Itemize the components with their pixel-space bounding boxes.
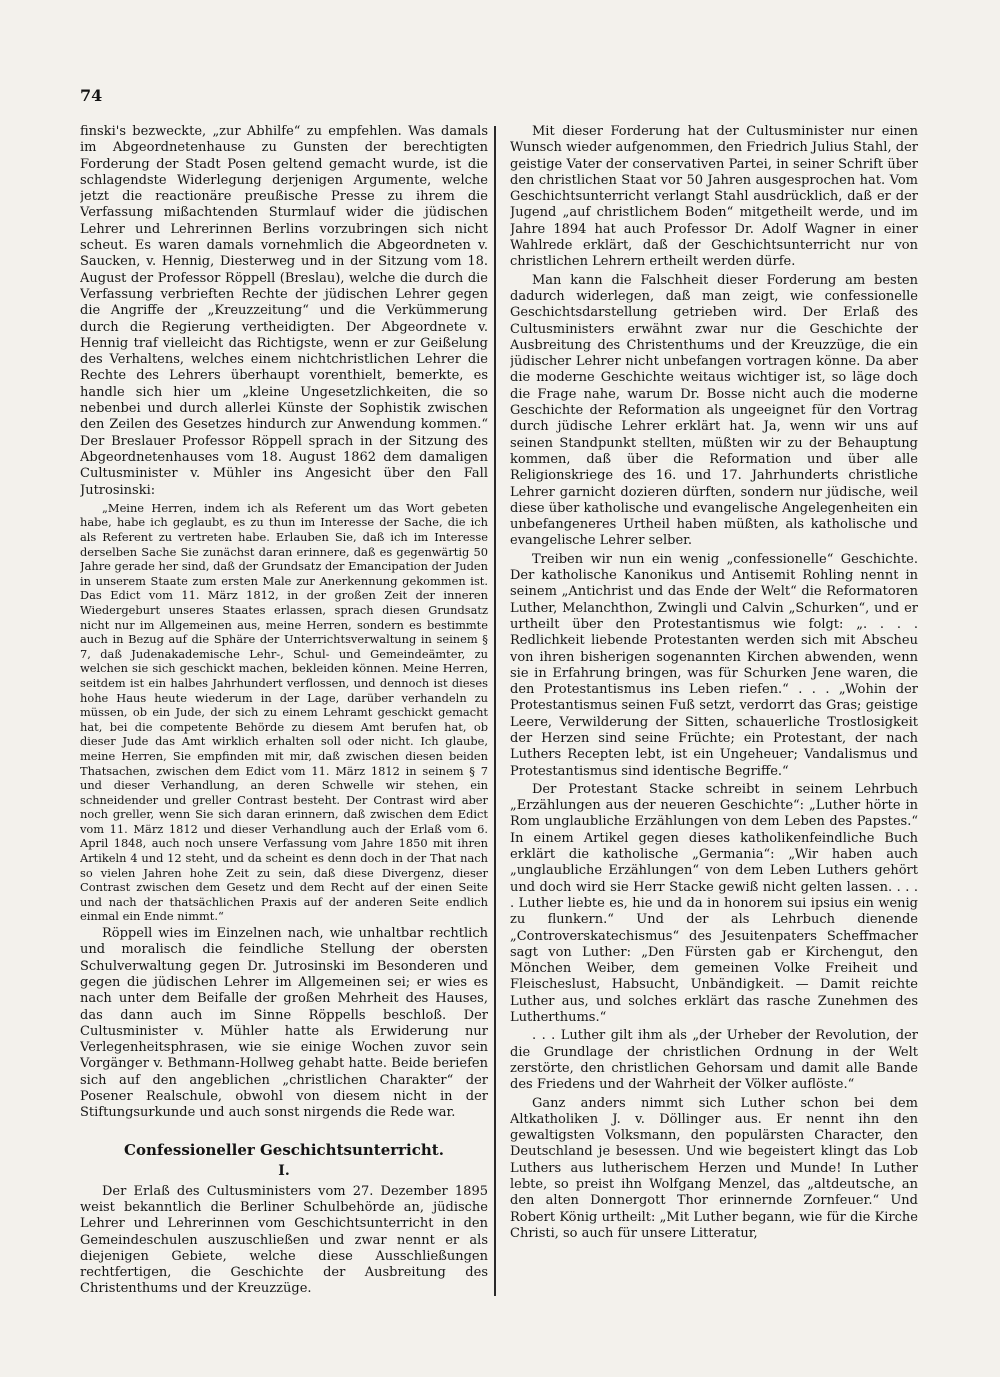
body-paragraph: Ganz anders nimmt sich Luther schon bei dem Altkatholiken J. v. Döllinger aus. Er nennt ihn den gewaltigsten Volksmann, den populärsten Character, den Deutschland je besessen. Und wie begeistert klingt das Lob Luthers aus lutherischem Herzen und Munde! In Luther lebte, so preist ihn Wolfgang Menzel, das „altdeutsche, an den alten Donnergott Thor erinnernde Zornfeuer.“ Und Robert König urtheilt: „Mit Luther begann, wie für die Kirche Christi, so auch für unsere Litteratur, bbox=[510, 1095, 918, 1241]
section-number: I. bbox=[278, 1162, 290, 1179]
body-paragraph: . . . Luther gilt ihm als „der Urheber der Revolution, der die Grundlage der christlichen Ordnung in der Welt zerstörte, den christlichen Gehorsam und damit alle Bande des Friedens und der Wahrheit der Völker auflöste.“ bbox=[510, 1028, 918, 1093]
body-paragraph: Man kann die Falschheit dieser Forderung am besten dadurch widerlegen, daß man zeigt, wie confessionelle Geschichtsdarstellung getrieben wird. Der Erlaß des Cultusministers erwähnt zwar nur die Geschichte der Ausbreitung des Christenthums und der Kreuzzüge, die ein jüdischer Lehrer nicht unbefangen vortragen könne. Da aber die moderne Geschichte weitaus wichtiger ist, so läge doch die Frage nahe, warum Dr. Bosse nicht auch die moderne Geschichte der Reformation als ungeeignet für den Vortrag durch jüdische Lehrer erklärt hat. Ja, wenn wir uns auf seinen Standpunkt stellten, müßten wir zu der Behauptung kommen, daß über die Reformation und über alle Religionskriege des 16. und 17. Jahrhunderts christliche Lehrer garnicht dozieren dürften, sondern nur jüdische, weil diese über katholische und evangelische Angelegenheiten ein unbefangeneres Urtheil haben müßten, als katholische und evangelische Lehrer selber. bbox=[510, 272, 918, 549]
section-heading: Confessioneller Geschichtsunterricht. bbox=[124, 1140, 444, 1159]
body-paragraph: Der Protestant Stacke schreibt in seinem Lehrbuch „Erzählungen aus der neueren Geschichte“: „Luther hörte in Rom unglaubliche Erzählungen von dem Leben des Papstes.“ In einem Artikel gegen dieses katholikenfeindliche Buch erklärt die katholische „Germania“: „Wir haben auch „unglaubliche Erzählungen“ von dem Leben Luthers gehört und doch wird sie Herr Stacke gewiß nicht gelten lassen. . . . . Luther liebte es, hie und da in honorem sui ipsius ein wenig zu flunkern.“ Und der als Lehrbuch dienende „Controverskatechismus“ des Jesuitenpaters Scheffmacher sagt von Luther: „Den Fürsten gab er Kirchengut, den Mönchen Weiber, dem gemeinen Volke Freiheit und Fleischeslust, Habsucht, Unbändigkeit. — Damit reichte Luther aus, und solches erklärt das rasche Zunehmen des Lutherthums.“ bbox=[510, 781, 918, 1026]
body-paragraph: Der Erlaß des Cultusministers vom 27. Dezember 1895 weist bekanntlich die Berliner Schulbehörde an, jüdische Lehrer und Lehrerinnen vom Geschichtsunterricht in den Gemeindeschulen auszuschließen und zwar nennt er als diejenigen Gebiete, welche diese Ausschließungen rechtfertigen, die Geschichte der Ausbreitung des Christenthums und der Kreuzzüge. bbox=[80, 1183, 488, 1297]
body-paragraph: Röppell wies im Einzelnen nach, wie unhaltbar rechtlich und moralisch die feindliche Stellung der obersten Schulverwaltung gegen Dr. Jutrosinski im Besonderen und gegen die jüdischen Lehrer im Allgemeinen sei; er wies es nach unter dem Beifalle der großen Mehrheit des Hauses, das dann auch im Sinne Röppells beschloß. Der Cultusminister v. Mühler hatte als Erwiderung nur Verlegenheitsphrasen, wie sie einige Wochen zuvor sein Vorgänger v. Bethmann-Hollweg gehabt hatte. Beide beriefen sich auf den angeblichen „christlichen Charakter“ der Posener Realschule, obwohl von diesem nicht in der Stiftungsurkunde und auch sonst nirgends die Rede war. bbox=[80, 926, 488, 1121]
column-divider bbox=[494, 126, 496, 1296]
page-number: 74 bbox=[80, 86, 103, 105]
quotation-paragraph: „Meine Herren, indem ich als Referent um das Wort gebeten habe, habe ich geglaubt, es zu thun im Interesse der Sache, die ich als Referent zu vertreten habe. Erlauben Sie, daß ich im Interesse derselben Sache Sie zunächst daran erinnere, daß es gegenwärtig 50 Jahre gerade her sind, daß der Grundsatz der Emancipation der Juden in unserem Staate zum ersten Male zur Anerkennung gekommen ist. Das Edict vom 11. März 1812, in der großen Zeit der inneren Wiedergeburt unseres Staates erlassen, sprach diesen Grundsatz nicht nur im Allgemeinen aus, meine Herren, sondern es bestimmte auch in Bezug auf die Sphäre der Unterrichtsverwaltung in seinem § 7, daß Judenakademische Lehr-, Schul- und Gemeindeämter, zu welchen sie sich geschickt machen, bekleiden können. Meine Herren, seitdem ist ein halbes Jahrhundert verflossen, und dennoch ist dieses hohe Haus heute wiederum in der Lage, darüber verhandeln zu müssen, ob ein Jude, der sich zu einem Lehramt geschickt gemacht hat, bei die competente Behörde zu diesem Amt berufen hat, ob dieser Jude das Amt wirklich erhalten soll oder nicht. Ich glaube, meine Herren, Sie empfinden mit mir, daß zwischen diesen beiden Thatsachen, zwischen dem Edict vom 11. März 1812 in seinem § 7 und dieser Verhandlung, an deren Schwelle wir stehen, ein schneidender und greller Contrast besteht. Der Contrast wird aber noch greller, wenn Sie sich daran erinnern, daß zwischen dem Edict vom 11. März 1812 und dieser Verhandlung auch der Erlaß vom 6. April 1848, auch noch unsere Verfassung vom Jahre 1850 mit ihren Artikeln 4 und 12 steht, und da scheint es denn doch in der That nach so vielen Jahren hohe Zeit zu sein, daß diese Divergenz, dieser Contrast zwischen dem Gesetz und dem Recht auf der einen Seite und nach der thatsächlichen Praxis auf der anderen Seite endlich einmal ein Ende nimmt.“ bbox=[80, 500, 488, 924]
body-paragraph: Treiben wir nun ein wenig „confessionelle“ Geschichte. Der katholische Kanonikus und Antisemit Rohling nennt in seinem „Antichrist und das Ende der Welt“ die Reformatoren Luther, Melanchthon, Zwingli und Calvin „Schurken“, und er urtheilt über den Protestantismus wie folgt: „. . . . Redlichkeit liebende Protestanten werden sich mit Abscheu von ihren bisherigen sogenannten Kirchen abwenden, wenn sie in Erfahrung bringen, was für Schurken Jene waren, die den Protestantismus ins Leben riefen.“ . . . „Wohin der Protestantismus seinen Fuß setzt, verdorrt das Gras; geistige Leere, Verwilderung der Sitten, schauerliche Trostlosigkeit der Herzen sind seine Früchte; ein Protestant, der nach Luthers Recepten lebt, ist ein Ungeheuer; Vandalismus und Protestantismus sind identische Begriffe.“ bbox=[510, 551, 918, 779]
body-paragraph: finski's bezweckte, „zur Abhilfe“ zu empfehlen. Was damals im Abgeordnetenhause zu Gunsten der berechtigten Forderung der Stadt Posen geltend gemacht wurde, ist die schlagendste Widerlegung derjenigen Argumente, welche jetzt die reactionäre preußische Presse zu ihrem die Verfassung mißachtenden Sturmlauf wider die jüdischen Lehrer und Lehrerinnen Berlins vorzubringen sich nicht scheut. Es waren damals vornehmlich die Abgeordneten v. Saucken, v. Hennig, Diesterweg und in der Sitzung vom 18. August der Professor Röppell (Breslau), welche die durch die Verfassung verbrieften Rechte der jüdischen Lehrer gegen die Angriffe der „Kreuzzeitung“ und die Verkümmerung durch die Regierung vertheidigten. Der Abgeordnete v. Hennig traf vielleicht das Richtigste, wenn er zur Geißelung des Verhaltens, welches einem nichtchristlichen Lehrer die Rechte des Lehrers überhaupt vorenthielt, bemerkte, es handle sich hier um „kleine Ungesetzlichkeiten, die so nebenbei und durch allerlei Künste der Sophistik zwischen den Zeilen des Gesetzes hindurch zur Anwendung kommen.“ Der Breslauer Professor Röppell sprach in der Sitzung des Abgeordnetenhauses vom 18. August 1862 dem damaligen Cultusminister v. Mühler ins Angesicht über den Fall Jutrosinski: bbox=[80, 124, 488, 498]
body-paragraph: Mit dieser Forderung hat der Cultusminister nur einen Wunsch wieder aufgenommen, den Friedrich Julius Stahl, der geistige Vater der conservativen Partei, in seiner Schrift über den christlichen Staat vor 50 Jahren ausgesprochen hat. Vom Geschichtsunterricht verlangt Stahl ausdrücklich, daß er der Jugend „auf christlichem Boden“ mitgetheilt werde, und im Jahre 1894 hat auch Professor Dr. Adolf Wagner in einer Wahlrede erklärt, daß der Geschichtsunterricht nur von christlichen Lehrern ertheilt werden dürfe. bbox=[510, 124, 918, 270]
right-column bbox=[510, 124, 918, 1304]
left-column bbox=[80, 124, 488, 1304]
